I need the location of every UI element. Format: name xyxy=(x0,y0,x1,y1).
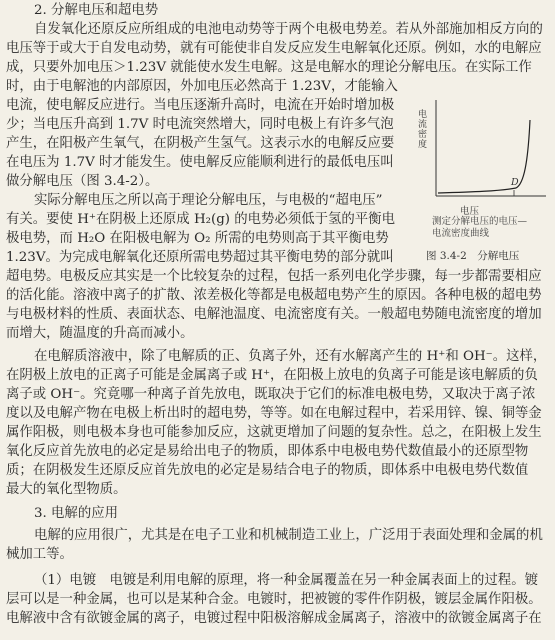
text-line: 属作阳极，则电极本身也可能参加反应，这就更增加了问题的复杂性。总之，在阳极上发生 xyxy=(6,425,542,440)
text-line: 产生，在阳极产生氧气，在阴极产生氢气。这表示水的电解反应要 xyxy=(6,136,395,151)
figure-caption: 图 3.4-2 分解电压 xyxy=(426,250,520,262)
text-line: 少；当电压升高到 1.7V 时电流突然增大，同时电极上有许多气泡 xyxy=(6,117,394,132)
text-line: 而增大，随温度的升高而减小。 xyxy=(6,326,194,341)
text-line: 成，只要外加电压＞1.23V 就能使水发生电解。这是电解水的理论分解电压。在实际工作 xyxy=(6,60,532,75)
text-line: 极电势，而 H₂O 在阳极电解为 O₂ 所需的电势则高于其平衡电势 xyxy=(6,231,389,246)
text-line: 质；在阴极发生还原反应首先放电的必定是易结合电子的物质，即体系中电极电势代数值 xyxy=(6,463,529,478)
figure-note: 测定分解电压的电压—电流密度曲线 xyxy=(432,216,528,239)
text-line: 自发氧化还原反应所组成的电池电动势等于两个电极电势差。若从外部施加相反方向的 xyxy=(34,22,543,37)
text-line: 与电极材料的性质、表面状态、电解池温度、电流密度有关。一般超电势随电流密度的增加 xyxy=(6,307,542,322)
section-heading: 2. 分解电压和超电势 xyxy=(34,3,159,18)
text-line: 1.23V。为完成电解氧化还原所需电势超过其平衡电势的部分就叫 xyxy=(6,250,394,265)
x-axis-label: 电压 xyxy=(460,206,480,217)
section-heading: 3. 电解的应用 xyxy=(34,506,118,521)
y-axis-label: 电流密度 xyxy=(418,110,428,150)
text-line: 实际分解电压之所以高于理论分解电压，与电极的“超电压” xyxy=(34,193,383,208)
text-line: 超电势。电极反应其实是一个比较复杂的过程，包括一系列电化学步骤，每一步都需要相应 xyxy=(6,269,542,284)
text-line: 在阴极上放电的正离子可能是金属离子或 H⁺，在阳极上放电的负离子可能是该电解质的负 xyxy=(6,368,538,383)
text-line: 电流，使电解反应进行。当电压逐渐升高时，电流在开始时增加极 xyxy=(6,98,395,113)
text-line: 度以及电解产物在电极上析出时的超电势，等等。如在电解过程中，若采用锌、镍、铜等金 xyxy=(6,406,542,421)
text-line: 电解的应用很广，尤其是在电子工业和机械制造工业上，广泛用于表面处理和金属的机 xyxy=(34,528,543,543)
text-line: 做分解电压（图 3.4-2）。 xyxy=(6,174,159,189)
text-line: 的活化能。溶液中离子的扩散、浓差极化等都是电极超电势产生的原因。各种电极的超电势 xyxy=(6,288,542,303)
text-line: 械加工等。 xyxy=(6,547,73,562)
voltage-current-curve xyxy=(412,92,552,222)
text-line: 最大的氧化型物质。 xyxy=(6,482,127,497)
text-line: 在电解质溶液中，除了电解质的正、负离子外，还有水解离产生的 H⁺和 OH⁻。这样， xyxy=(34,349,547,364)
text-line: 层可以是一种金属，也可以是某种合金。电镀时，把被镀的零件作阴极，镀层金属作阳极。 xyxy=(6,592,542,607)
text-line: 氧化反应首先放电的必定是易给出电子的物质，即体系中电极电势代数值最小的还原型物 xyxy=(6,444,529,459)
text-line: 电解液中含有欲镀金属的离子，电镀过程中阳极溶解成金属离子，溶液中的欲镀金属离子在 xyxy=(6,611,542,626)
point-d-label: D xyxy=(511,177,519,188)
text-line: 电压等于或大于自发电动势，就有可能使非自发反应发生电解氧化还原。例如，水的电解应 xyxy=(6,41,542,56)
text-line: 有关。要使 H⁺在阴极上还原成 H₂(g) 的电势必须低于氢的平衡电 xyxy=(6,212,395,227)
text-line: 离子或 OH⁻。究竟哪一种离子首先放电，既取决于它们的标准电极电势，又取决于离子浓 xyxy=(6,387,536,402)
text-line: 在电压为 1.7V 时才能发生。使电解反应能顺利进行的最低电压叫 xyxy=(6,155,394,170)
text-line: （1）电镀 电镀是利用电解的原理，将一种金属覆盖在另一种金属表面上的过程。镀 xyxy=(34,573,538,588)
text-line: 时，由于电解池的内部原因，外加电压必然高于 1.23V，才能输入 xyxy=(6,79,398,94)
figure-decomposition-voltage xyxy=(412,92,552,282)
